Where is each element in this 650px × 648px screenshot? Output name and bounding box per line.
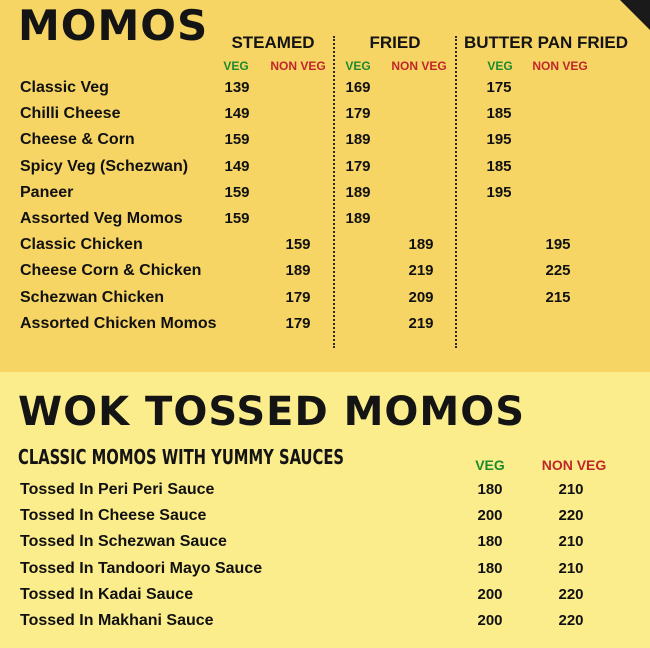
menu-row	[0, 127, 650, 153]
item-name: Tossed In Peri Peri Sauce	[20, 481, 215, 498]
menu-row	[0, 503, 650, 529]
wok-nonveg-price: 220	[558, 612, 584, 629]
steamed-nonveg-price: 159	[285, 236, 311, 253]
item-name: Paneer	[20, 184, 74, 201]
item-name: Tossed In Kadai Sauce	[20, 586, 194, 603]
menu-row	[0, 311, 650, 337]
item-name: Cheese Corn & Chicken	[20, 262, 202, 279]
menu-row	[0, 285, 650, 311]
item-name: Tossed In Makhani Sauce	[20, 612, 214, 629]
item-name: Cheese & Corn	[20, 131, 135, 148]
fried-veg-price: 179	[345, 158, 371, 175]
butter-veg-label: VEG	[487, 59, 513, 73]
wok-subtitle: CLASSIC MOMOS WITH YUMMY SAUCES	[18, 445, 345, 469]
fried-nonveg-price: 219	[408, 262, 434, 279]
column-steamed: STEAMED	[231, 33, 315, 52]
steamed-nonveg-price: 179	[285, 289, 311, 306]
fried-veg-price: 189	[345, 131, 371, 148]
fried-nonveg-price: 209	[408, 289, 434, 306]
item-name: Schezwan Chicken	[20, 289, 165, 306]
menu-row	[0, 232, 650, 258]
menu-row	[0, 529, 650, 555]
fried-nonveg-price: 219	[408, 315, 434, 332]
steamed-veg-price: 149	[224, 158, 250, 175]
steamed-veg-price: 139	[224, 79, 250, 96]
wok-nonveg-label: NON VEG	[541, 457, 607, 473]
item-name: Assorted Chicken Momos	[20, 315, 217, 332]
steamed-nonveg-label: NON VEG	[270, 59, 326, 73]
menu-row	[0, 556, 650, 582]
menu-row	[0, 258, 650, 284]
steamed-nonveg-price: 189	[285, 262, 311, 279]
fried-veg-price: 189	[345, 210, 371, 227]
item-name: Assorted Veg Momos	[20, 210, 183, 227]
butter-veg-price: 185	[486, 158, 512, 175]
fried-veg-price: 189	[345, 184, 371, 201]
fried-nonveg-price: 189	[408, 236, 434, 253]
menu-row	[0, 582, 650, 608]
corner-decoration	[620, 0, 650, 30]
wok-nonveg-price: 210	[558, 560, 584, 577]
menu-row	[0, 608, 650, 634]
wok-veg-price: 180	[477, 533, 503, 550]
fried-veg-label: VEG	[345, 59, 371, 73]
butter-veg-price: 195	[486, 131, 512, 148]
item-name: Classic Veg	[20, 79, 109, 96]
butter-veg-price: 185	[486, 105, 512, 122]
butter-nonveg-price: 225	[545, 262, 571, 279]
fried-nonveg-label: NON VEG	[391, 59, 447, 73]
menu-row	[0, 101, 650, 127]
menu-row	[0, 477, 650, 503]
item-name: Tossed In Cheese Sauce	[20, 507, 207, 524]
wok-tossed-title: WOK TOSSED MOMOS	[18, 389, 526, 435]
menu-row	[0, 75, 650, 101]
butter-nonveg-price: 215	[545, 289, 571, 306]
column-fried: FRIED	[369, 33, 421, 52]
fried-veg-price: 179	[345, 105, 371, 122]
wok-veg-price: 180	[477, 560, 503, 577]
item-name: Tossed In Tandoori Mayo Sauce	[20, 560, 263, 577]
item-name: Chilli Cheese	[20, 105, 121, 122]
steamed-nonveg-price: 179	[285, 315, 311, 332]
wok-veg-label: VEG	[475, 457, 505, 473]
menu-row	[0, 154, 650, 180]
wok-nonveg-price: 220	[558, 586, 584, 603]
steamed-veg-price: 159	[224, 184, 250, 201]
menu-row	[0, 180, 650, 206]
steamed-veg-price: 159	[224, 131, 250, 148]
wok-veg-price: 200	[477, 586, 503, 603]
wok-nonveg-price: 210	[558, 481, 584, 498]
column-butter-pan-fried: BUTTER PAN FRIED	[463, 33, 628, 52]
momos-title: MOMOS	[18, 1, 209, 50]
butter-veg-price: 175	[486, 79, 512, 96]
steamed-veg-label: VEG	[223, 59, 249, 73]
wok-nonveg-price: 220	[558, 507, 584, 524]
steamed-veg-price: 159	[224, 210, 250, 227]
wok-nonveg-price: 210	[558, 533, 584, 550]
wok-veg-price: 180	[477, 481, 503, 498]
wok-veg-price: 200	[477, 612, 503, 629]
item-name: Spicy Veg (Schezwan)	[20, 158, 189, 175]
butter-veg-price: 195	[486, 184, 512, 201]
butter-nonveg-label: NON VEG	[532, 59, 588, 73]
fried-veg-price: 169	[345, 79, 371, 96]
menu-row	[0, 206, 650, 232]
steamed-veg-price: 149	[224, 105, 250, 122]
butter-nonveg-price: 195	[545, 236, 571, 253]
item-name: Classic Chicken	[20, 236, 143, 253]
wok-veg-price: 200	[477, 507, 503, 524]
item-name: Tossed In Schezwan Sauce	[20, 533, 227, 550]
